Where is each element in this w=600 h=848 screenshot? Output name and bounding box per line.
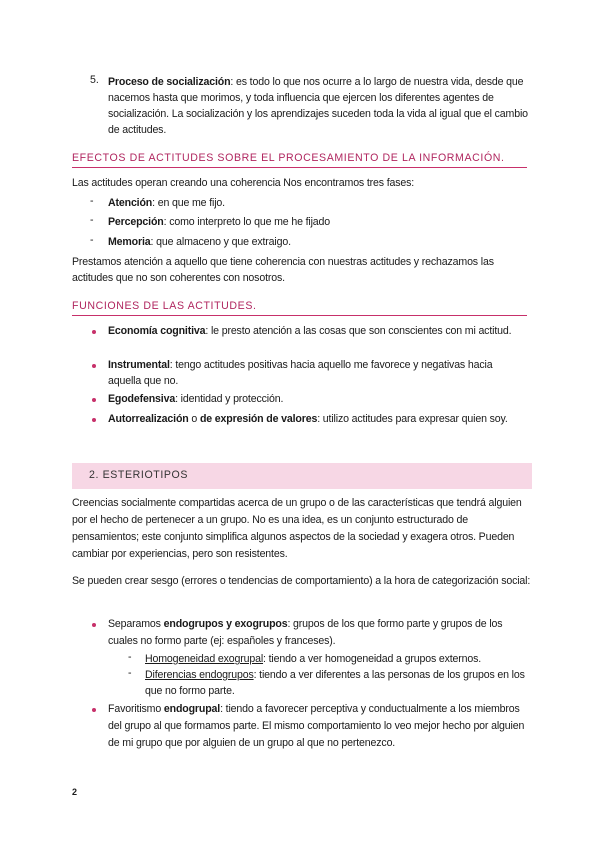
item-text: : tiendo a ver homogeneidad a grupos externos. (263, 653, 482, 665)
list-item-socializacion (108, 74, 528, 138)
dash-bullet: - (90, 214, 94, 226)
item-text: : en que me fijo. (152, 197, 225, 209)
item-text: : tiendo a favorecer perceptiva y conductualmente a los miembros del grupo al que formamos parte. El mismo comportamiento lo veo mejor hecho por alguien de mi grupo que por alguien de un grupo al que no pertenezco. (108, 703, 525, 749)
dash-bullet: - (128, 667, 132, 679)
underlined-term: Diferencias endogrupos (145, 669, 254, 681)
dash-bullet: - (90, 234, 94, 246)
connector-text: o (188, 413, 200, 425)
list-item (108, 234, 528, 250)
underlined-term: Homogeneidad exogrupal (145, 653, 264, 665)
bullet-dot (92, 364, 96, 368)
list-number: 5. (90, 74, 99, 86)
page-number: 2 (72, 787, 78, 797)
term: Memoria (108, 236, 151, 248)
item-text: : grupos de los que formo parte y grupos de los cuales no formo parte (ej: españoles y franceses). (108, 618, 503, 647)
term: de expresión de valores (199, 413, 318, 425)
bullet-dot (92, 708, 96, 712)
term: Instrumental (108, 359, 170, 371)
list-item (108, 391, 528, 407)
term: Economía cognitiva (108, 325, 206, 337)
item-text: : tengo actitudes positivas hacia aquello me favorece y negativas hacia aquella que no. (108, 359, 493, 387)
list-item (108, 214, 528, 230)
term: Atención (108, 197, 153, 209)
list-item (108, 701, 530, 752)
sub-list-item (145, 651, 530, 667)
list-item (108, 357, 528, 389)
list-item (108, 195, 528, 211)
bullet-dot (92, 330, 96, 334)
section-heading-funciones: FUNCIONES DE LAS ACTITUDES. (72, 300, 527, 316)
item-text: Favoritismo (108, 703, 164, 715)
item-text: : utilizo actitudes para expresar quien soy. (317, 413, 508, 425)
dash-bullet: - (90, 195, 94, 207)
bullet-dot (92, 418, 96, 422)
term: Egodefensiva (108, 393, 176, 405)
section-heading-efectos: EFECTOS DE ACTITUDES SOBRE EL PROCESAMIENTO DE LA INFORMACIÓN. (72, 152, 527, 168)
term: endogrupos y exogrupos (163, 618, 288, 630)
list-item (108, 411, 528, 427)
sub-list-item (145, 667, 530, 699)
item-text: Separamos (108, 618, 164, 630)
item-text: : le presto atención a las cosas que son conscientes con mi actitud. (205, 325, 512, 337)
item-text: : tiendo a ver diferentes a las personas de los grupos en los que no formo parte. (145, 669, 525, 697)
list-item (108, 616, 530, 650)
bullet-dot (92, 398, 96, 402)
section-heading-estereotipos: 2. ESTERIOTIPOS (72, 463, 532, 489)
term: Proceso de socialización (108, 76, 231, 88)
paragraph: Creencias socialmente compartidas acerca de un grupo o de las características que tendrá alguien por el hecho de pertenecer a un grupo. No es una idea, es un conjunto estructurado de pensamientos; este conjunto simplifica algunos aspectos de la sociedad y exagera otros. Pueden cambiar por experiencias, pero son resistentes. (72, 497, 522, 560)
item-text: : como interpreto lo que me he fijado (163, 216, 331, 228)
dash-bullet: - (128, 651, 132, 663)
paragraph: Las actitudes operan creando una coherencia Nos encontramos tres fases: (72, 177, 415, 189)
term: Percepción (108, 216, 164, 228)
item-text: : es todo lo que nos ocurre a lo largo de nuestra vida, desde que nacemos hasta que morimos, y toda influencia que ejercen los diferentes agentes de socialización. La socialización y los aprendizajes suceden toda la vida al igual que el cambio de actitudes. (108, 76, 528, 136)
item-text: : identidad y protección. (175, 393, 284, 405)
term: endogrupal (163, 703, 221, 715)
term: Autorrealización (108, 413, 189, 425)
item-text: : que almaceno y que extraigo. (150, 236, 291, 248)
paragraph: Se pueden crear sesgo (errores o tendencias de comportamiento) a la hora de categorización social: (72, 575, 531, 587)
paragraph: Prestamos atención a aquello que tiene coherencia con nuestras actitudes y rechazamos las actitudes que no son coherentes con nosotros. (72, 256, 494, 284)
bullet-dot (92, 623, 96, 627)
list-item (108, 323, 528, 339)
